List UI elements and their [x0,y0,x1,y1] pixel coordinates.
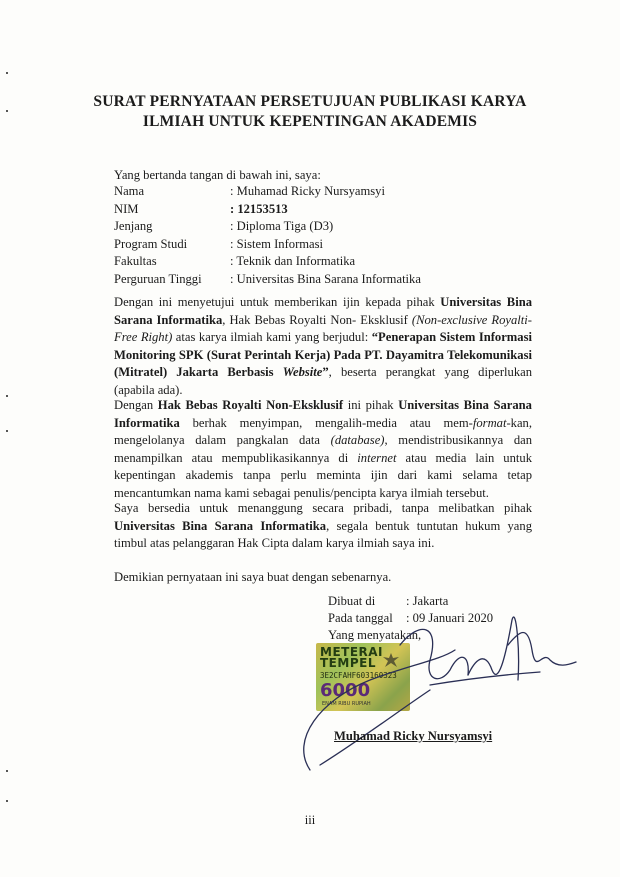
closing-text: Yang menyatakan, [328,628,422,642]
text-run: Dengan ini menyetujui untuk memberikan ijin kepada pihak [114,295,441,309]
text-run-bold: Universitas Bina Sarana Informatika [114,518,327,533]
document-title [60,92,560,132]
text-run-italic: internet [357,450,397,465]
scan-mark [6,770,8,772]
signer-name: Muhamad Ricky Nursyamsyi [334,729,493,743]
text-run: , beserta perangkat yang diperlukan (apabila ada). [114,365,532,397]
text-run-bold: Universitas Bina Sarana Informatika [114,295,533,327]
text-run-bold: Universitas Bina Sarana Informatika [114,398,532,430]
place-label: Dibuat di [328,594,376,608]
place-value: : Jakarta [406,594,449,608]
paragraph-consent [114,294,532,399]
scan-mark [6,430,8,432]
paragraph-closing: Demikian pernyataan ini saya buat dengan sebenarnya. [114,570,392,584]
thesis-title-italic: Website [282,365,323,379]
identity-label: Fakultas [114,254,157,268]
page-number: iii [304,813,316,827]
identity-table [114,183,421,288]
paragraph-rights [114,397,532,502]
identity-row-program [114,236,421,254]
identity-value: : 12153513 [230,201,288,216]
scan-mark [6,110,8,112]
identity-value: : Teknik dan Informatika [230,254,356,268]
identity-row-faculty [114,253,421,271]
identity-label: Jenjang [114,219,153,233]
identity-value: : Diploma Tiga (D3) [230,219,334,233]
scan-mark [6,800,8,802]
title-line-2: ILMIAH UNTUK KEPENTINGAN AKADEMIS [142,113,478,130]
identity-label: Nama [114,184,145,198]
text-run: -kan, mengelolanya dalam pangkalan data [114,415,532,447]
text-run: Dengan [114,398,158,412]
text-run: ini pihak [343,398,399,412]
identity-label: Program Studi [114,236,188,251]
text-run: berhak menyimpan, mengalih-media atau mem- [179,415,473,430]
stamp-text: METERAI [320,645,384,659]
scan-mark [6,395,8,397]
identity-value: : Universitas Bina Sarana Informatika [230,271,421,286]
paragraph-liability [114,500,532,553]
text-run: atas karya ilmiah kami yang berjudul: [172,330,372,344]
text-run-italic: format [472,415,507,430]
identity-label: Perguruan Tinggi [114,271,202,286]
date-value: : 09 Januari 2020 [406,611,494,625]
text-run-italic: (database) [330,433,385,447]
identity-row-name [114,183,421,201]
text-run: , mendistribusikannya dan menampilkan atau mempublikasikannya di [114,433,533,465]
intro-text: Yang bertanda tangan di bawah ini, saya: [114,168,321,182]
stamp-text: TEMPEL [320,656,376,670]
text-run: atau media lain untuk kepentingan akademis tanpa perlu meminta ijin dari kami selama tetap mencantumkan nama kami sebagai penulis/pencipta karya ilmiah tersebut. [114,450,532,500]
stamp-amount-words: ENAM RIBU RUPIAH [322,701,371,707]
handwritten-signature [280,590,580,780]
stamp-amount: 6000 [320,680,371,701]
identity-row-university [114,271,421,289]
identity-value: : Sistem Informasi [230,236,324,251]
text-run: Saya bersedia untuk menanggung secara pribadi, tanpa melibatkan pihak [114,501,532,515]
text-run-bold: Hak Bebas Royalti Non-Eksklusif [157,398,344,412]
text-run: , Hak Bebas Royalti Non- Eksklusif [222,312,412,327]
identity-row-level [114,218,421,236]
text-run: , segala bentuk tuntutan hukum yang timbul atas pelanggaran Hak Cipta dalam karya ilmiah saya ini. [114,518,532,550]
identity-label: NIM [114,201,139,216]
thesis-title: “Penerapan Sistem Informasi Monitoring SPK (Surat Perintah Kerja) Pada PT. Dayamitra Telekomunikasi (Mitratel) Jakarta Berbasis [114,330,532,379]
scan-mark [6,72,8,74]
text-run-italic: (Non-exclusive Royalti-Free Right) [114,312,532,344]
stamp-serial: 3E2CFAHF603160323 [320,671,397,680]
date-label: Pada tanggal [328,611,393,625]
text-run-bold: ” [322,365,329,379]
identity-value: : Muhamad Ricky Nursyamsyi [230,184,385,198]
identity-row-nim [114,201,421,219]
title-line-1: SURAT PERNYATAAN PERSETUJUAN PUBLIKASI KARYA [93,93,527,110]
